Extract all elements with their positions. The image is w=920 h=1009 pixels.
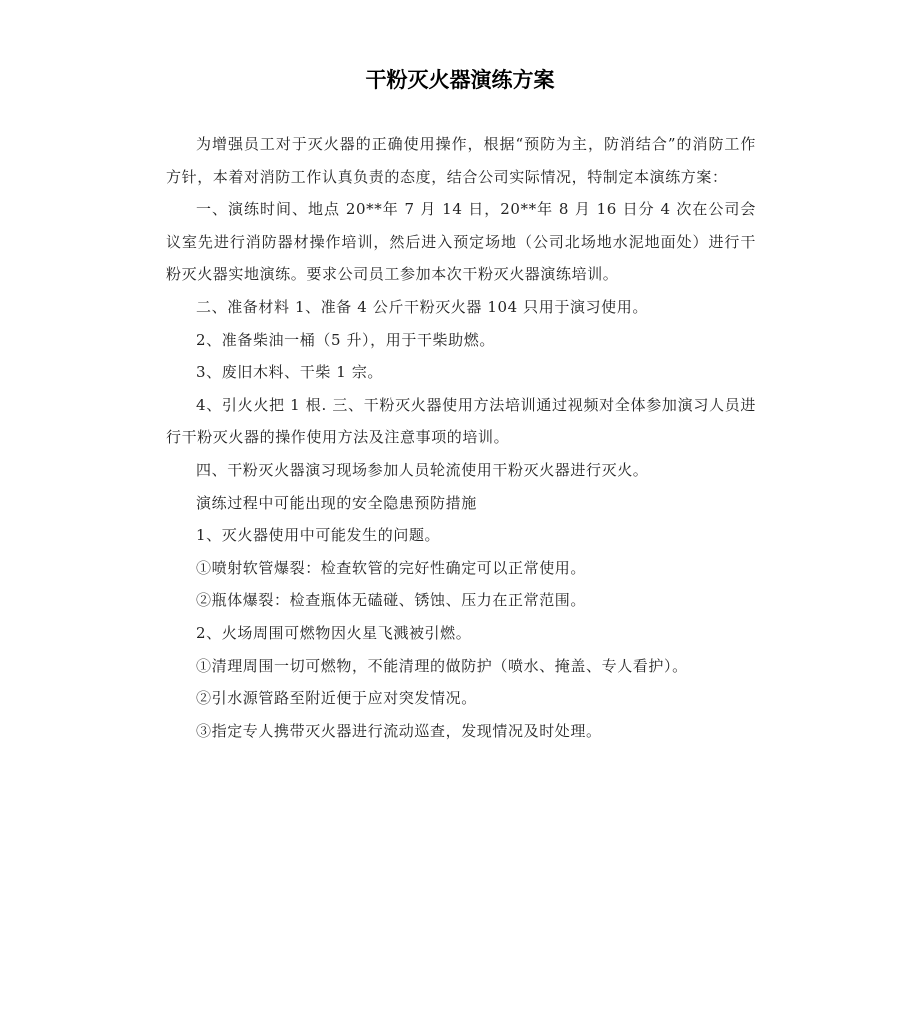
document-body <box>166 128 756 747</box>
paragraph-diesel: 2、准备柴油一桶（5 升），用于干柴助燃。 <box>196 330 495 349</box>
paragraph-wood: 3、废旧木料、干柴 1 宗。 <box>196 363 384 382</box>
paragraph-time-location: 一、演练时间、地点 20**年 7 月 14 日，20**年 8 月 16 日分 4 次在公司会议室先进行消防器材操作培训，然后进入预定场地（公司北场地水泥地面处）进行干粉灭火器实地演练。要求公司员工参加本次干粉灭火器演练培训。 <box>166 200 756 284</box>
paragraph-drill: 四、干粉灭火器演习现场参加人员轮流使用干粉灭火器进行灭火。 <box>196 460 649 479</box>
paragraph-materials: 二、准备材料 1、准备 4 公斤干粉灭火器 104 只用于演习使用。 <box>196 297 648 316</box>
paragraph-intro: 为增强员工对于灭火器的正确使用操作，根据“预防为主，防消结合”的消防工作方针，本着对消防工作认真负责的态度，结合公司实际情况，特制定本演练方案： <box>166 135 756 186</box>
document-title: 干粉灭火器演练方案 <box>365 68 555 92</box>
paragraph-safety-heading: 演练过程中可能出现的安全隐患预防措施 <box>196 493 477 512</box>
paragraph-cylinder: ②瓶体爆裂：检查瓶体无磕碰、锈蚀、压力在正常范围。 <box>196 591 587 610</box>
paragraph-problem-2: 2、火场周围可燃物因火星飞溅被引燃。 <box>196 623 472 642</box>
paragraph-clear: ①清理周围一切可燃物，不能清理的做防护（喷水、掩盖、专人看护）。 <box>196 656 688 675</box>
paragraph-problem-1: 1、灭火器使用中可能发生的问题。 <box>196 526 441 545</box>
paragraph-hose: ①喷射软管爆裂：检查软管的完好性确定可以正常使用。 <box>196 558 587 577</box>
paragraph-water: ②引水源管路至附近便于应对突发情况。 <box>196 689 477 708</box>
paragraph-patrol: ③指定专人携带灭火器进行流动巡查，发现情况及时处理。 <box>196 721 602 740</box>
paragraph-torch-training: 4、引火火把 1 根. 三、干粉灭火器使用方法培训通过视频对全体参加演习人员进行干粉灭火器的操作使用方法及注意事项的培训。 <box>166 395 756 447</box>
